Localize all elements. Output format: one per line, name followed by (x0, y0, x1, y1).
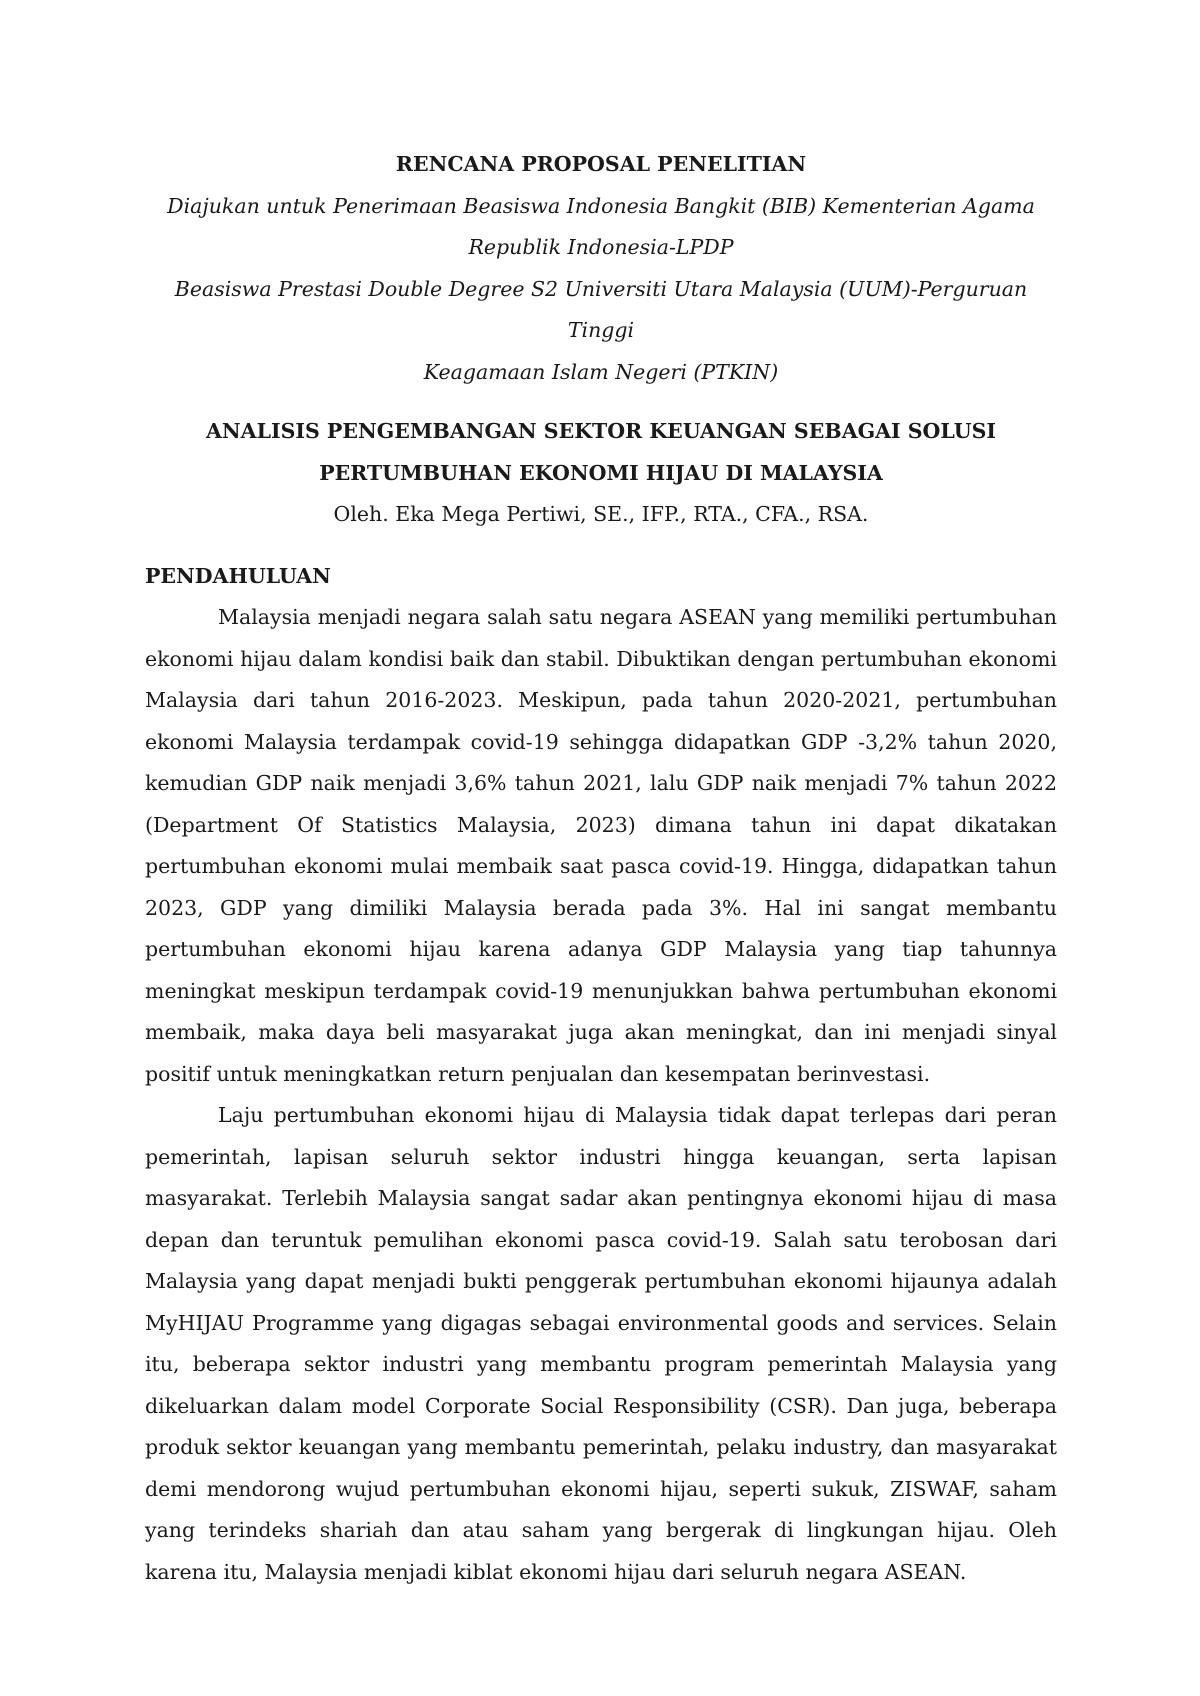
subtitle-line-4: Keagamaan Islam Negeri (PTKIN) (423, 359, 779, 384)
research-title-line-2: PERTUMBUHAN EKONOMI HIJAU DI MALAYSIA (319, 460, 883, 485)
spacer (145, 536, 1057, 556)
section-heading: PENDAHULUAN (145, 563, 331, 588)
subtitle-line-1: Diajukan untuk Penerimaan Beasiswa Indonesia Bangkit (BIB) Kementerian Agama (167, 193, 1035, 218)
author-line: Oleh. Eka Mega Pertiwi, SE., IFP., RTA., CFA., RSA. (333, 502, 869, 526)
research-title-line-1: ANALISIS PENGEMBANGAN SEKTOR KEUANGAN SEBAGAI SOLUSI (206, 419, 996, 443)
document-title: RENCANA PROPOSAL PENELITIAN (395, 152, 807, 176)
document-body (145, 144, 1057, 1593)
paragraph-2: Laju pertumbuhan ekonomi hijau di Malaysia tidak dapat terlepas dari peran pemerintah, lapisan seluruh sektor industri hingga keuangan, serta lapisan masyarakat. Terlebih Malaysia sangat sadar akan pentingnya ekonomi hijau di masa depan dan teruntuk pemulihan ekonomi pasca covid-19. Salah satu terobosan dari Malaysia yang dapat menjadi bukti penggerak pertumbuhan ekonomi hijaunya adalah MyHIJAU Programme yang digagas sebagai environmental goods and services. Selain itu, beberapa sektor industri yang membantu program pemerintah Malaysia yang dikeluarkan dalam model Corporate Social Responsibility (CSR). Dan juga, beberapa produk sektor keuangan yang membantu pemerintah, pelaku industry, dan masyarakat demi mendorong wujud pertumbuhan ekonomi hijau, seperti sukuk, ZISWAF, saham yang terindeks shariah dan atau saham yang bergerak di lingkungan hijau. Oleh karena itu, Malaysia menjadi kiblat ekonomi hijau dari seluruh negara ASEAN. (145, 1103, 1057, 1584)
subtitle-line-3: Beasiswa Prestasi Double Degree S2 Universiti Utara Malaysia (UUM)-Perguruan Tinggi (174, 276, 1028, 342)
subtitle-line-2: Republik Indonesia-LPDP (468, 235, 734, 259)
spacer (145, 393, 1057, 411)
paragraph-1: Malaysia menjadi negara salah satu negara ASEAN yang memiliki pertumbuhan ekonomi hijau dalam kondisi baik dan stabil. Dibuktikan dengan pertumbuhan ekonomi Malaysia dari tahun 2016-2023. Meskipun, pada tahun 2020-2021, pertumbuhan ekonomi Malaysia terdampak covid-19 sehingga didapatkan GDP -3,2% tahun 2020, kemudian GDP naik menjadi 3,6% tahun 2021, lalu GDP naik menjadi 7% tahun 2022 (Department Of Statistics Malaysia, 2023) dimana tahun ini dapat dikatakan pertumbuhan ekonomi mulai membaik saat pasca covid-19. Hingga, didapatkan tahun 2023, GDP yang dimiliki Malaysia berada pada 3%. Hal ini sangat membantu pertumbuhan ekonomi hijau karena adanya GDP Malaysia yang tiap tahunnya meningkat meskipun terdampak covid-19 menunjukkan bahwa pertumbuhan ekonomi membaik, maka daya beli masyarakat juga akan meningkat, dan ini menjadi sinyal positif untuk meningkatkan return penjualan dan kesempatan berinvestasi. (145, 605, 1057, 1086)
